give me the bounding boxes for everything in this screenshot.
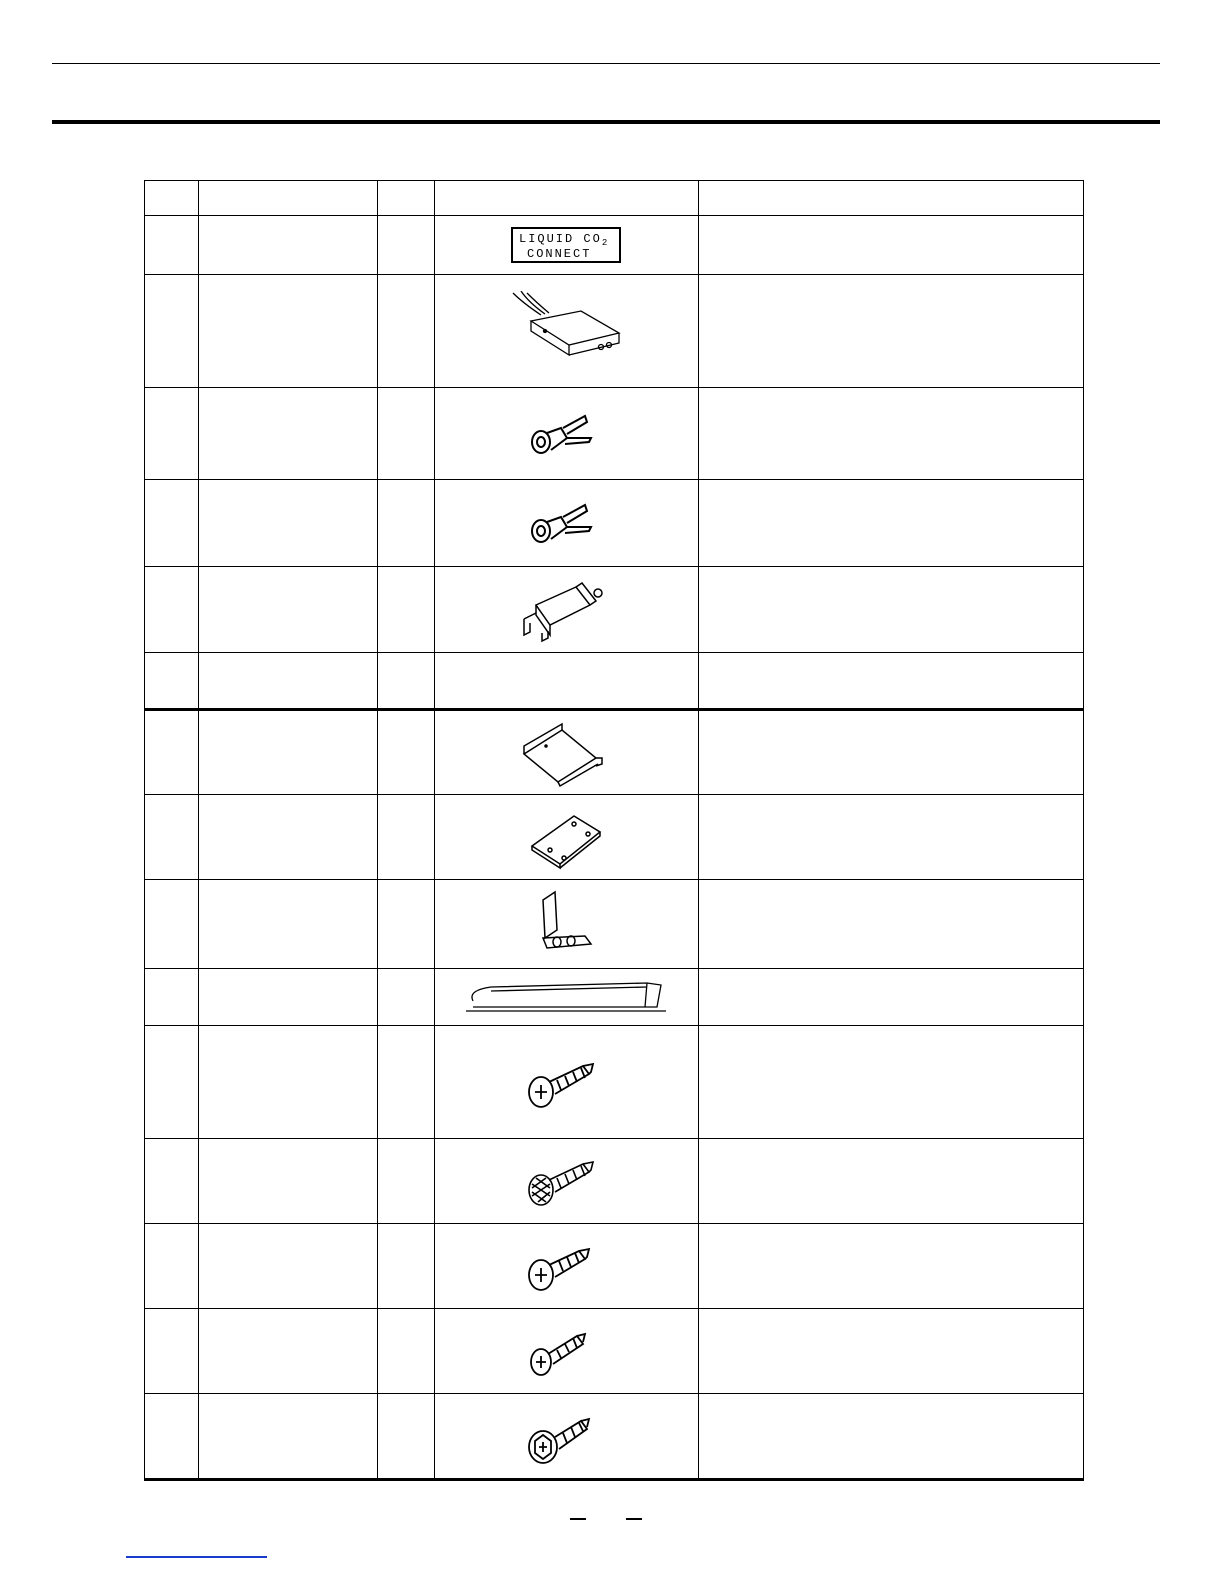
ring-terminal-icon (521, 404, 611, 464)
table-row (145, 1394, 1084, 1480)
table-row (145, 388, 1084, 480)
image-cell (435, 1394, 698, 1480)
image-cell (435, 969, 698, 1026)
image-cell (435, 653, 698, 710)
image-cell (435, 1139, 698, 1224)
image-cell (435, 567, 698, 653)
table-row (145, 710, 1084, 795)
label-line-2: CONNECT (527, 247, 592, 261)
table-row (145, 567, 1084, 653)
header-cell (145, 181, 199, 216)
table-row (145, 1224, 1084, 1309)
image-cell (435, 388, 698, 480)
image-cell (435, 1309, 698, 1394)
footer-link-underline[interactable] (126, 1556, 267, 1558)
phillips-screw-short-icon (521, 1231, 611, 1301)
image-cell (435, 1224, 698, 1309)
ring-terminal-icon (521, 493, 611, 553)
table-row (145, 653, 1084, 710)
table-row (145, 1026, 1084, 1139)
table-row (145, 216, 1084, 275)
phillips-screw-small-icon (521, 1316, 611, 1386)
page-number-dash (626, 1518, 642, 1520)
image-cell (435, 1026, 698, 1139)
crosshatched-screw-icon (521, 1146, 611, 1216)
header-cell (199, 181, 378, 216)
liquid-co2-connect-label-icon (511, 227, 621, 263)
page-number-dash (570, 1518, 586, 1520)
header-cell (378, 181, 435, 216)
label-line-1: LIQUID CO (519, 232, 603, 246)
push-switch-icon (516, 575, 616, 645)
section-rule (52, 120, 1160, 124)
image-cell (435, 880, 698, 969)
flat-plate-icon (516, 802, 616, 872)
header-cell (698, 181, 1083, 216)
table-row (145, 880, 1084, 969)
table-row (145, 480, 1084, 567)
hex-washer-bolt-icon (521, 1401, 611, 1471)
table-row (145, 1309, 1084, 1394)
angle-bracket-icon (521, 886, 611, 962)
svg-text:LIQUID CO2 (519, 232, 609, 248)
page-number (560, 1508, 650, 1528)
header-cell (435, 181, 698, 216)
mounting-bracket-icon (516, 718, 616, 788)
label-subscript: 2 (602, 238, 610, 248)
image-cell (435, 795, 698, 880)
control-box-icon (501, 291, 631, 371)
table-row (145, 275, 1084, 388)
header-rule (52, 63, 1160, 64)
image-cell (435, 216, 698, 275)
table-row (145, 1139, 1084, 1224)
table-row (145, 969, 1084, 1026)
table-header-row (145, 181, 1084, 216)
parts-table (144, 180, 1084, 1481)
phillips-screw-icon (521, 1042, 611, 1122)
tubing-strip-icon (461, 977, 671, 1017)
image-cell (435, 275, 698, 388)
image-cell (435, 480, 698, 567)
image-cell (435, 710, 698, 795)
table-row (145, 795, 1084, 880)
